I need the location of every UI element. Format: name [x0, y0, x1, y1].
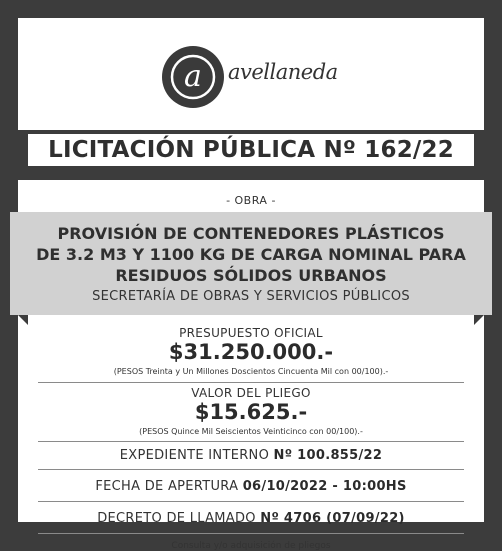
divider: [38, 469, 464, 470]
tender-title: LICITACIÓN PÚBLICA Nº 162/22: [48, 137, 454, 163]
divider: [38, 382, 464, 383]
divider: [38, 441, 464, 442]
budget-label: PRESUPUESTO OFICIAL: [179, 326, 323, 340]
department-label: SECRETARÍA DE OBRAS Y SERVICIOS PÚBLICOS: [92, 289, 410, 304]
file-value: Nº 100.855/22: [273, 448, 383, 463]
budget-words: (PESOS Treinta y Un Millones Doscientos Cincuenta Mil con 00/100).-: [113, 367, 389, 376]
object-line-2: DE 3.2 M3 Y 1100 KG DE CARGA NOMINAL PARA: [36, 245, 466, 264]
category-label: - OBRA -: [226, 194, 276, 207]
logo-a-icon: [162, 46, 224, 108]
opening-label: FECHA DE APERTURA: [95, 479, 239, 494]
file-label: EXPEDIENTE INTERNO: [119, 448, 270, 463]
notice-page: [18, 18, 484, 551]
opening-row: [38, 479, 464, 494]
footer-note: Consulta y/o adquisición de pliegos: [171, 541, 331, 551]
opening-value: 06/10/2022 - 10:00HS: [242, 479, 407, 494]
divider: [38, 501, 464, 502]
bid-price-label: VALOR DEL PLIEGO: [191, 386, 311, 400]
object-banner: [10, 212, 492, 315]
bid-price-words: (PESOS Quince Mil Seiscientos Veinticinco con 00/100).-: [139, 427, 363, 436]
divider: [38, 533, 464, 534]
avellaneda-logo: [162, 46, 342, 110]
decree-label: DECRETO DE LLAMADO: [97, 511, 256, 526]
logo-letter: a: [184, 59, 202, 94]
logo-wordmark: avellaneda: [228, 60, 338, 84]
object-line-1: PROVISIÓN DE CONTENEDORES PLÁSTICOS: [57, 224, 445, 243]
file-row: [38, 448, 464, 463]
title-bar: [18, 130, 484, 170]
object-line-3: RESIDUOS SÓLIDOS URBANOS: [115, 266, 387, 285]
budget-amount: $31.250.000.-: [168, 340, 334, 364]
bid-price-amount: $15.625.-: [194, 400, 308, 424]
tender-details: [38, 326, 464, 551]
decree-value: Nº 4706 (07/09/22): [260, 511, 405, 526]
decree-row: [38, 511, 464, 526]
